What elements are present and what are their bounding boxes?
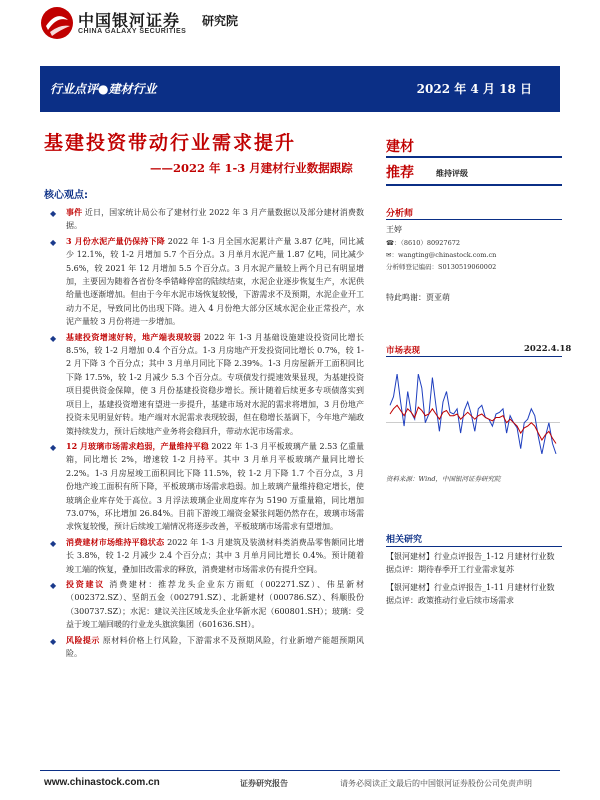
bullet-keyword: 12 月玻璃市场需求趋弱，产量维持平稳 — [66, 440, 209, 451]
related-item[interactable]: 【银河建材】行业点评报告_1-12 月建材行业数据点评：期待春季开工行业需求复苏 — [386, 552, 555, 575]
bullet-icon: ◆ — [50, 209, 57, 218]
bullet-text: 2022 年 1-3 月基础设施建设投资同比增长 8.5%，较 1-2 月增加 0.4 个百分点。1-3 月房地产开发投资同比增长 0.7%，较 1-2 月下降 3 个百分点；其中 3 月单月同比下降 2.39%。1-3 月房屋新开工面积同比下降 17.5%，较 1-2 月减少 5.3 个百分点。专项债发行提速效果显现，为基建投资项目提供资金保障，使 3 月份基建投资稳步增长。预计随着后续更多专项债落实到项目上，基建投资增速有望进一步提升，基建市场对水泥的需求将增加，3 月份地产投资未见明显好转。地产端对水泥需求表现较弱，但在稳增长基调下，今年地产端政策持续发力，预计后续地产业务将会稳回升，带动水泥市场需求。 — [66, 332, 365, 436]
related-heading: 相关研究 — [386, 535, 423, 545]
chart-source: 资料来源：Wind，中国银河证券研究院 — [386, 475, 501, 483]
bullet-icon: ◆ — [50, 636, 57, 646]
divider — [386, 184, 562, 186]
report-title: 基建投资带动行业需求提升 — [44, 132, 297, 154]
report-banner — [40, 66, 560, 112]
analyst-heading: 分析师 — [386, 209, 414, 219]
bullet-item — [44, 536, 364, 576]
bullet-text: 2022 年 1-3 月平板玻璃产量 2.53 亿重量箱，同比增长 2%，增速较 1-2 月持平。其中 3 月单月平板玻璃产量同比增长 2.2%。1-3 月房屋竣工面积同比下降 11.5%，较 1-2 月下降 1.7 个百分点，3 月份地产竣工面积有所下降，平板玻璃市场需求趋弱。加上玻璃产量维持稳定增长，使玻璃企业库存处于高位。3 月浮法玻璃企业周度库存为 5190 万重量箱，同比增加 73.07%，环比增加 26.84%。目前下游竣工端资金紧张问题仍然存在，玻璃市场需求恢复较慢，预计后续竣工端情况将逐步改善，平板玻璃市场需求有望增加。 — [66, 441, 364, 532]
chart-series-line — [390, 374, 556, 454]
analyst-phone: ☎：（8610）80927672 — [386, 239, 460, 247]
bullet-icon: ◆ — [50, 580, 57, 590]
related-item[interactable]: 【银河建材】行业点评报告_1-11 月建材行业数据点评：政策推动行业后续市场需求 — [386, 582, 555, 606]
galaxy-logo-icon — [40, 6, 74, 40]
bullet-item — [44, 440, 364, 534]
institute-label: 研究院 — [202, 14, 239, 28]
bullet-text: 消费建材：推荐龙头企业东方雨虹（002271.SZ）、伟星新材（002372.SZ）、坚朗五金（002791.SZ）、北新建材（000786.SZ）、科顺股份（300737.SZ）；水泥：建议关注区域龙头企业华新水泥（600801.SH）；玻璃：受益于竣工端回暖的行业龙头旗滨集团（601636.SH）。 — [66, 579, 364, 630]
bullet-keyword: 消费建材市场维持平稳状态 — [66, 536, 165, 547]
bullet-text: 近日，国家统计局公布了建材行业 2022 年 3 月产量数据以及部分建材消费数据。 — [66, 208, 364, 231]
core-view-list — [44, 206, 364, 662]
analyst-name: 王婷 — [386, 225, 402, 234]
core-view-label: 核心观点: — [44, 190, 88, 201]
market-chart — [386, 358, 560, 470]
bullet-icon: ◆ — [50, 237, 57, 247]
report-date: 2022 年 4 月 18 日 — [416, 82, 532, 96]
rating-label: 推荐 — [386, 165, 414, 181]
divider — [386, 156, 562, 158]
bullet-item — [44, 634, 364, 661]
bullet-text: 2022 年 1-3 月建筑及装潢材料类消费品零售额同比增长 3.8%，较 1-2 月减少 2.4 个百分点；其中 3 月单月同比增长 0.4%。预计随着竣工端的恢复，叠加旧改需求的释放，消费建材市场需求仍有提升空间。 — [66, 537, 364, 574]
bullet-text: 2022 年 1-3 月全国水泥累计产量 3.87 亿吨，同比减少 12.1%，较 1-2 月增加 5.7 个百分点。3 月单月水泥产量 1.87 亿吨，同比减少 5.6%，较 2021 年 12 月增加 5.5 个百分点。3 月水泥产量较上两个月已有明显增加，主要因为随着各省份冬季错峰停窑的陆续结束，水泥企业逐步恢复生产，水泥供给量也逐渐增加。但由于今年水泥市场恢复较慢，下游需求不及预期，水泥企业开工动力不足，导致同比仍出现下降。进入 4 月份绝大部分区域水泥企业正常投产，水泥产量较 3 月份将进一步增加。 — [66, 236, 364, 327]
footer-disclaimer: 请务必阅读正文最后的中国银河证券股份公司免责声明 — [340, 779, 532, 788]
acknowledgement: 特此鸣谢：贾亚萌 — [386, 293, 450, 302]
market-date: 2022.4.18 — [524, 344, 572, 354]
analyst-cert: 分析师登记编码：S0130519060002 — [386, 263, 497, 271]
bullet-item — [44, 235, 364, 329]
footer-report-type: 证券研究报告 — [240, 778, 288, 788]
market-heading: 市场表现 — [386, 346, 421, 356]
company-name-cn: 中国银河证券 — [78, 11, 181, 30]
bullet-keyword: 基建投资增速好转，地产端表现较弱 — [66, 331, 202, 342]
company-name-en: CHINA GALAXY SECURITIES — [78, 28, 187, 35]
footer-url[interactable]: www.chinastock.com.cn — [44, 777, 160, 788]
bullet-item — [44, 578, 364, 632]
analyst-email[interactable]: ✉：wangting@chinastock.com.cn — [386, 251, 497, 259]
bullet-item — [44, 331, 364, 438]
bullet-icon: ◆ — [50, 538, 57, 548]
report-category: 行业点评●建材行业 — [50, 82, 157, 96]
bullet-keyword: 投资建议 — [66, 578, 106, 589]
related-list — [386, 550, 562, 612]
footer-divider — [40, 770, 560, 771]
bullet-icon: ◆ — [50, 442, 57, 452]
industry-label: 建材 — [386, 139, 414, 155]
report-subtitle: ——2022 年 1-3 月建材行业数据跟踪 — [150, 161, 353, 175]
bullet-text: 原材料价格上行风险，下游需求不及预期风险，行业新增产能超预期风险。 — [66, 635, 364, 658]
bullet-icon: ◆ — [50, 333, 57, 343]
bullet-keyword: 3 月份水泥产量仍保持下降 — [66, 235, 166, 246]
divider — [386, 546, 562, 547]
rating-sub-label: 维持评级 — [436, 168, 468, 178]
divider — [386, 356, 562, 357]
bullet-keyword: 事件 — [66, 207, 83, 217]
bullet-keyword: 风险提示 — [66, 634, 100, 645]
divider — [386, 219, 562, 220]
bullet-item — [44, 206, 364, 233]
